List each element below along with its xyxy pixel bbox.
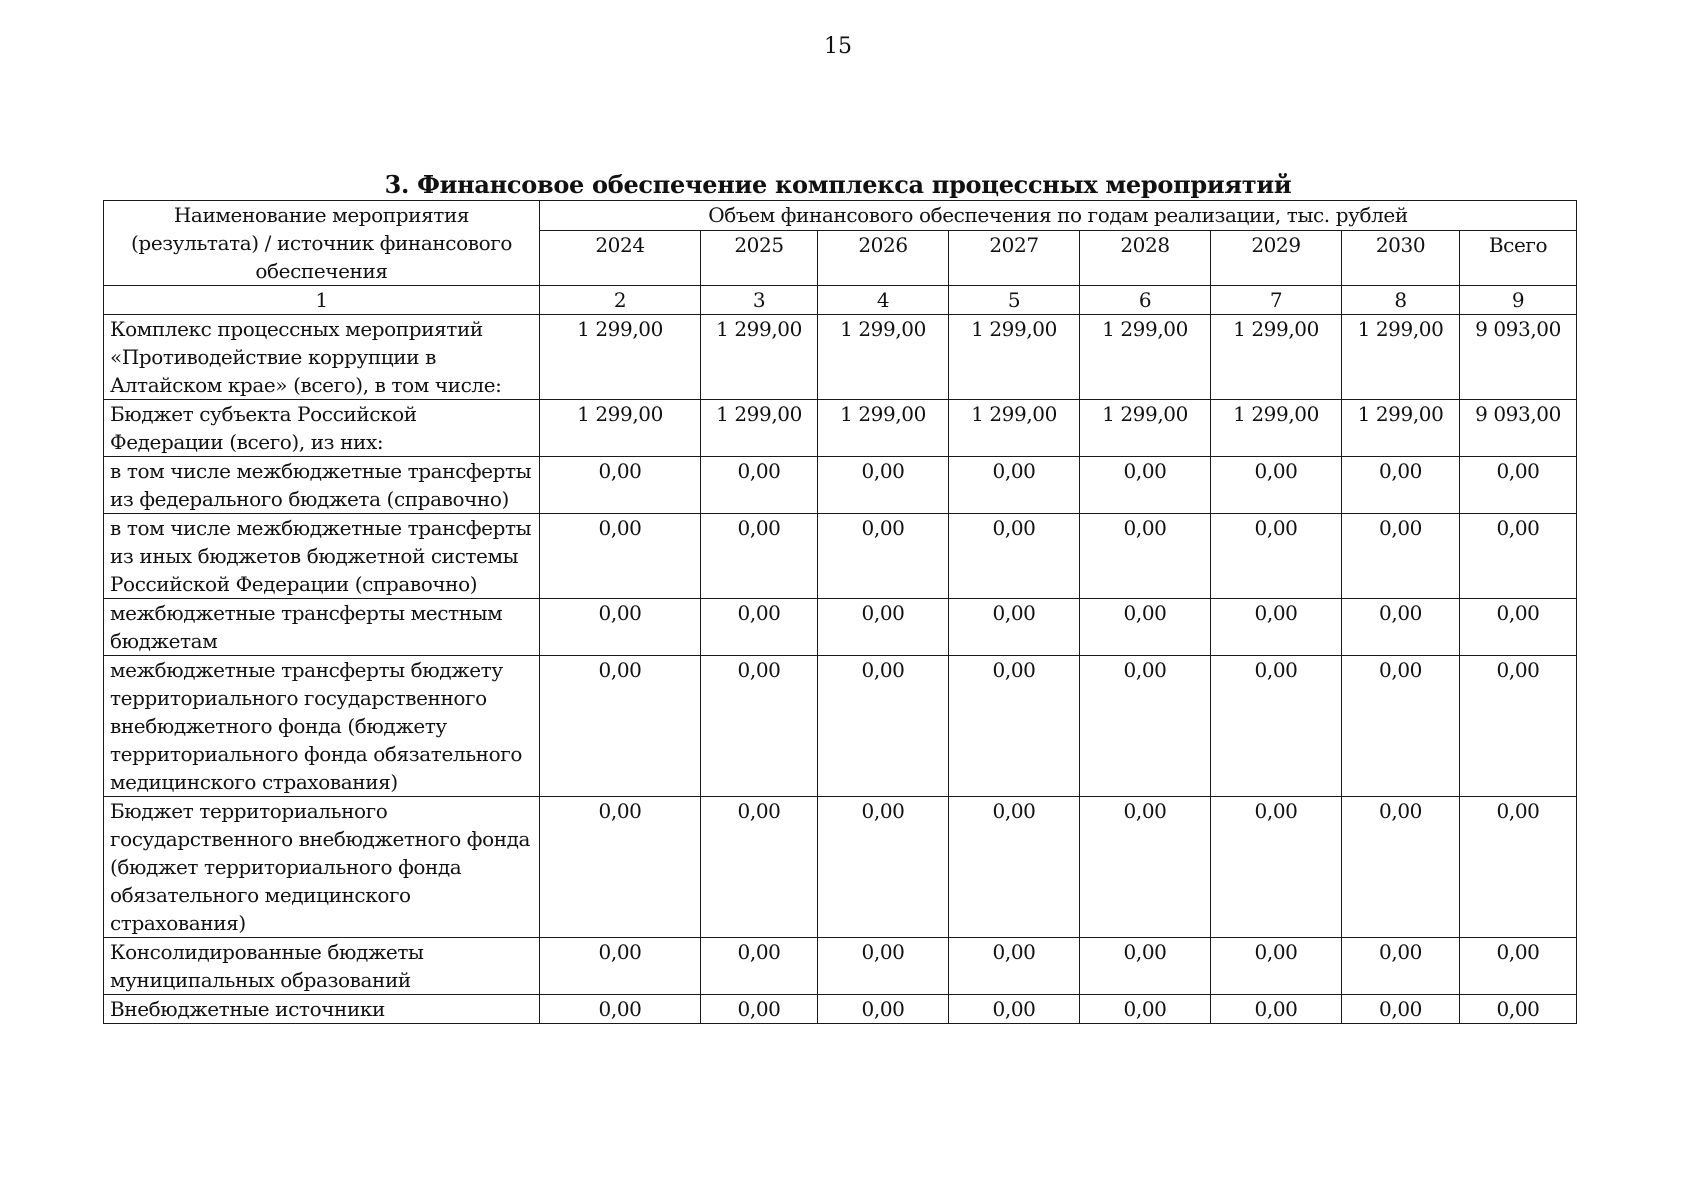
table-row (104, 400, 1577, 457)
header-volume-group: Объем финансового обеспечения по годам реализации, тыс. рублей (540, 201, 1577, 231)
row-year-value: 0,00 (701, 514, 818, 599)
column-number: 2 (540, 286, 701, 315)
row-total-value: 9 093,00 (1460, 315, 1577, 400)
row-year-value: 0,00 (949, 656, 1080, 797)
row-year-value: 1 299,00 (1342, 400, 1460, 457)
page-number: 15 (824, 34, 852, 59)
row-year-value: 0,00 (1080, 599, 1211, 656)
row-year-value: 0,00 (949, 797, 1080, 938)
row-year-value: 1 299,00 (701, 400, 818, 457)
row-year-value: 0,00 (1342, 656, 1460, 797)
row-year-value: 0,00 (949, 457, 1080, 514)
row-name: Консолидированные бюджеты муниципальных образований (104, 938, 540, 995)
row-year-value: 0,00 (949, 599, 1080, 656)
row-year-value: 0,00 (540, 514, 701, 599)
row-year-value: 1 299,00 (818, 315, 949, 400)
row-year-value: 0,00 (818, 797, 949, 938)
row-year-value: 0,00 (1080, 995, 1211, 1024)
row-year-value: 0,00 (1342, 457, 1460, 514)
row-year-value: 1 299,00 (1080, 315, 1211, 400)
row-year-value: 0,00 (1211, 938, 1342, 995)
table-row (104, 656, 1577, 797)
row-year-value: 1 299,00 (949, 315, 1080, 400)
row-total-value: 0,00 (1460, 995, 1577, 1024)
row-year-value: 1 299,00 (818, 400, 949, 457)
row-name: Внебюджетные источники (104, 995, 540, 1024)
row-year-value: 0,00 (540, 599, 701, 656)
section-title: 3. Финансовое обеспечение комплекса процессных мероприятий (384, 170, 1292, 199)
row-year-value: 0,00 (1342, 514, 1460, 599)
row-year-value: 0,00 (1211, 599, 1342, 656)
table-body (104, 315, 1577, 1024)
row-year-value: 0,00 (818, 457, 949, 514)
row-year-value: 0,00 (540, 995, 701, 1024)
header-year: 2026 (818, 231, 949, 286)
row-year-value: 0,00 (540, 457, 701, 514)
row-year-value: 0,00 (1342, 938, 1460, 995)
row-total-value: 0,00 (1460, 656, 1577, 797)
row-year-value: 0,00 (818, 656, 949, 797)
header-row-group (104, 201, 1577, 231)
row-total-value: 0,00 (1460, 797, 1577, 938)
column-number: 4 (818, 286, 949, 315)
row-year-value: 1 299,00 (701, 315, 818, 400)
table-row (104, 995, 1577, 1024)
row-year-value: 1 299,00 (1342, 315, 1460, 400)
row-year-value: 0,00 (818, 938, 949, 995)
row-total-value: 0,00 (1460, 514, 1577, 599)
column-number: 9 (1460, 286, 1577, 315)
header-year: 2027 (949, 231, 1080, 286)
header-year: 2030 (1342, 231, 1460, 286)
row-year-value: 0,00 (540, 797, 701, 938)
table-row (104, 315, 1577, 400)
row-name: Комплекс процессных мероприятий «Противодействие коррупции в Алтайском крае» (всего), в том числе: (104, 315, 540, 400)
header-total: Всего (1460, 231, 1577, 286)
row-year-value: 0,00 (701, 656, 818, 797)
table-row (104, 797, 1577, 938)
row-total-value: 0,00 (1460, 599, 1577, 656)
row-year-value: 1 299,00 (949, 400, 1080, 457)
row-year-value: 1 299,00 (1080, 400, 1211, 457)
table-row (104, 938, 1577, 995)
row-total-value: 0,00 (1460, 938, 1577, 995)
column-number: 7 (1211, 286, 1342, 315)
row-year-value: 0,00 (1211, 797, 1342, 938)
row-year-value: 0,00 (701, 797, 818, 938)
header-name-column: Наименование мероприятия (результата) / источник финансового обеспечения (104, 201, 540, 286)
column-number: 5 (949, 286, 1080, 315)
column-number: 1 (104, 286, 540, 315)
row-name: межбюджетные трансферты местным бюджетам (104, 599, 540, 656)
row-year-value: 0,00 (1211, 995, 1342, 1024)
row-year-value: 0,00 (701, 457, 818, 514)
table-row (104, 457, 1577, 514)
row-year-value: 0,00 (1080, 938, 1211, 995)
row-year-value: 0,00 (1080, 797, 1211, 938)
row-year-value: 0,00 (540, 938, 701, 995)
column-numbers-row (104, 286, 1577, 315)
row-year-value: 0,00 (701, 995, 818, 1024)
header-year: 2025 (701, 231, 818, 286)
row-year-value: 1 299,00 (1211, 315, 1342, 400)
header-year: 2028 (1080, 231, 1211, 286)
row-year-value: 0,00 (1342, 797, 1460, 938)
row-name: межбюджетные трансферты бюджету территориального государственного внебюджетного фонда (бюджету территориального фонда обязательного медицинского страхования) (104, 656, 540, 797)
row-year-value: 1 299,00 (1211, 400, 1342, 457)
row-year-value: 1 299,00 (540, 315, 701, 400)
row-year-value: 0,00 (1080, 457, 1211, 514)
row-total-value: 0,00 (1460, 457, 1577, 514)
row-year-value: 0,00 (1211, 656, 1342, 797)
column-number: 6 (1080, 286, 1211, 315)
row-year-value: 0,00 (818, 599, 949, 656)
row-name: в том числе межбюджетные трансферты из иных бюджетов бюджетной системы Российской Федерации (справочно) (104, 514, 540, 599)
header-year: 2024 (540, 231, 701, 286)
row-year-value: 0,00 (701, 599, 818, 656)
row-year-value: 0,00 (949, 514, 1080, 599)
row-year-value: 0,00 (701, 938, 818, 995)
table-row (104, 599, 1577, 656)
row-year-value: 0,00 (1211, 457, 1342, 514)
row-year-value: 0,00 (540, 656, 701, 797)
row-year-value: 0,00 (1342, 995, 1460, 1024)
row-name: в том числе межбюджетные трансферты из федерального бюджета (справочно) (104, 457, 540, 514)
column-number: 3 (701, 286, 818, 315)
row-year-value: 1 299,00 (540, 400, 701, 457)
row-name: Бюджет субъекта Российской Федерации (всего), из них: (104, 400, 540, 457)
row-year-value: 0,00 (949, 995, 1080, 1024)
header-year: 2029 (1211, 231, 1342, 286)
row-year-value: 0,00 (818, 514, 949, 599)
row-year-value: 0,00 (949, 938, 1080, 995)
row-year-value: 0,00 (1080, 656, 1211, 797)
row-year-value: 0,00 (1211, 514, 1342, 599)
row-total-value: 9 093,00 (1460, 400, 1577, 457)
row-year-value: 0,00 (1342, 599, 1460, 656)
row-name: Бюджет территориального государственного внебюджетного фонда (бюджет территориального фонда обязательного медицинского страхования) (104, 797, 540, 938)
column-number: 8 (1342, 286, 1460, 315)
row-year-value: 0,00 (818, 995, 949, 1024)
row-year-value: 0,00 (1080, 514, 1211, 599)
table-row (104, 514, 1577, 599)
financing-table (103, 200, 1577, 1024)
